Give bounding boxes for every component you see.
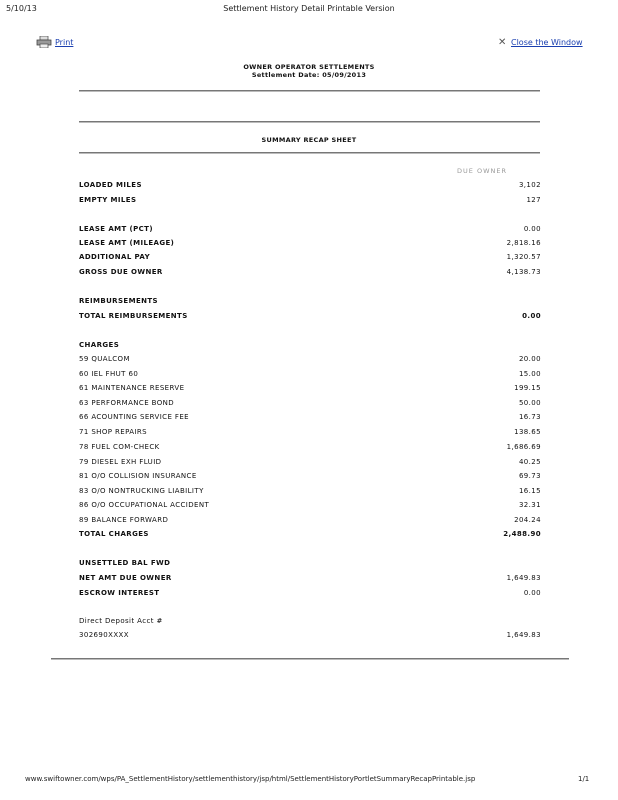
row-value: 16.73	[518, 413, 541, 421]
settlement-date: Settlement Date: 05/09/2013	[251, 71, 367, 79]
row-value: 127	[526, 196, 541, 204]
row-value: 69.73	[518, 472, 541, 480]
row-label: 79 DIESEL EXH FLUID	[79, 458, 162, 466]
row-label: 302690XXXX	[79, 631, 129, 639]
row-label: UNSETTLED BAL FWD	[79, 559, 171, 567]
row-value: 1,686.69	[506, 443, 541, 451]
row-label: ESCROW INTEREST	[79, 589, 160, 597]
divider	[51, 658, 569, 660]
row-label: 78 FUEL COM-CHECK	[79, 443, 160, 451]
row-value: 138.65	[514, 428, 541, 436]
row-label: GROSS DUE OWNER	[79, 268, 163, 276]
row-value: 199.15	[514, 384, 541, 392]
row-value: 1,649.83	[506, 574, 541, 582]
row-label: LEASE AMT (MILEAGE)	[79, 239, 175, 247]
row-label: 89 BALANCE FORWARD	[79, 516, 169, 524]
close-window-link[interactable]: Close the Window	[511, 38, 583, 47]
row-label: 61 MAINTENANCE RESERVE	[79, 384, 185, 392]
row-label: 60 IEL FHUT 60	[79, 370, 139, 378]
printer-icon[interactable]	[36, 36, 52, 48]
row-label: LOADED MILES	[79, 181, 142, 189]
row-label: 66 ACOUNTING SERVICE FEE	[79, 413, 189, 421]
divider	[79, 121, 540, 123]
row-value: 32.31	[518, 501, 541, 509]
row-value: 0.00	[522, 312, 541, 320]
row-value: 1,320.57	[506, 253, 541, 261]
row-label: 81 O/O COLLISION INSURANCE	[79, 472, 197, 480]
column-header-due-owner: DUE OWNER	[457, 167, 507, 175]
row-value: 15.00	[518, 370, 541, 378]
row-value: 2,818.16	[506, 239, 541, 247]
row-value: 2,488.90	[503, 530, 541, 538]
row-label: 59 QUALCOM	[79, 355, 130, 363]
doc-title: OWNER OPERATOR SETTLEMENTS	[243, 63, 375, 71]
row-label: CHARGES	[79, 341, 120, 349]
row-value: 0.00	[523, 225, 541, 233]
divider	[79, 152, 540, 154]
row-label: 86 O/O OCCUPATIONAL ACCIDENT	[79, 501, 210, 509]
row-value: 0.00	[523, 589, 541, 597]
footer-page-number: 1/1	[578, 775, 590, 783]
row-label: EMPTY MILES	[79, 196, 137, 204]
row-value: 4,138.73	[506, 268, 541, 276]
row-label: Direct Deposit Acct #	[79, 617, 163, 625]
divider	[79, 90, 540, 92]
row-value: 204.24	[514, 516, 541, 524]
row-label: LEASE AMT (PCT)	[79, 225, 153, 233]
row-value: 16.15	[518, 487, 541, 495]
row-label: ADDITIONAL PAY	[79, 253, 151, 261]
row-value: 50.00	[518, 399, 541, 407]
row-label: NET AMT DUE OWNER	[79, 574, 172, 582]
footer-url: www.swiftowner.com/wps/PA_SettlementHistory/settlementhistory/jsp/html/SettlementHistoryPortletSummaryRecapPrintable.jsp	[25, 775, 476, 783]
row-label: 63 PERFORMANCE BOND	[79, 399, 175, 407]
row-label: TOTAL REIMBURSEMENTS	[79, 312, 188, 320]
row-value: 1,649.83	[506, 631, 541, 639]
row-label: 83 O/O NONTRUCKING LIABILITY	[79, 487, 204, 495]
row-label: 71 SHOP REPAIRS	[79, 428, 148, 436]
row-label: TOTAL CHARGES	[79, 530, 149, 538]
print-link[interactable]: Print	[55, 38, 74, 47]
row-value: 3,102	[518, 181, 541, 189]
print-page-title: Settlement History Detail Printable Version	[223, 4, 395, 13]
print-date: 5/10/13	[6, 4, 37, 13]
row-value: 20.00	[518, 355, 541, 363]
row-value: 40.25	[518, 458, 541, 466]
close-icon[interactable]: ✕	[498, 37, 507, 48]
row-label: REIMBURSEMENTS	[79, 297, 158, 305]
section-title: SUMMARY RECAP SHEET	[261, 136, 357, 144]
